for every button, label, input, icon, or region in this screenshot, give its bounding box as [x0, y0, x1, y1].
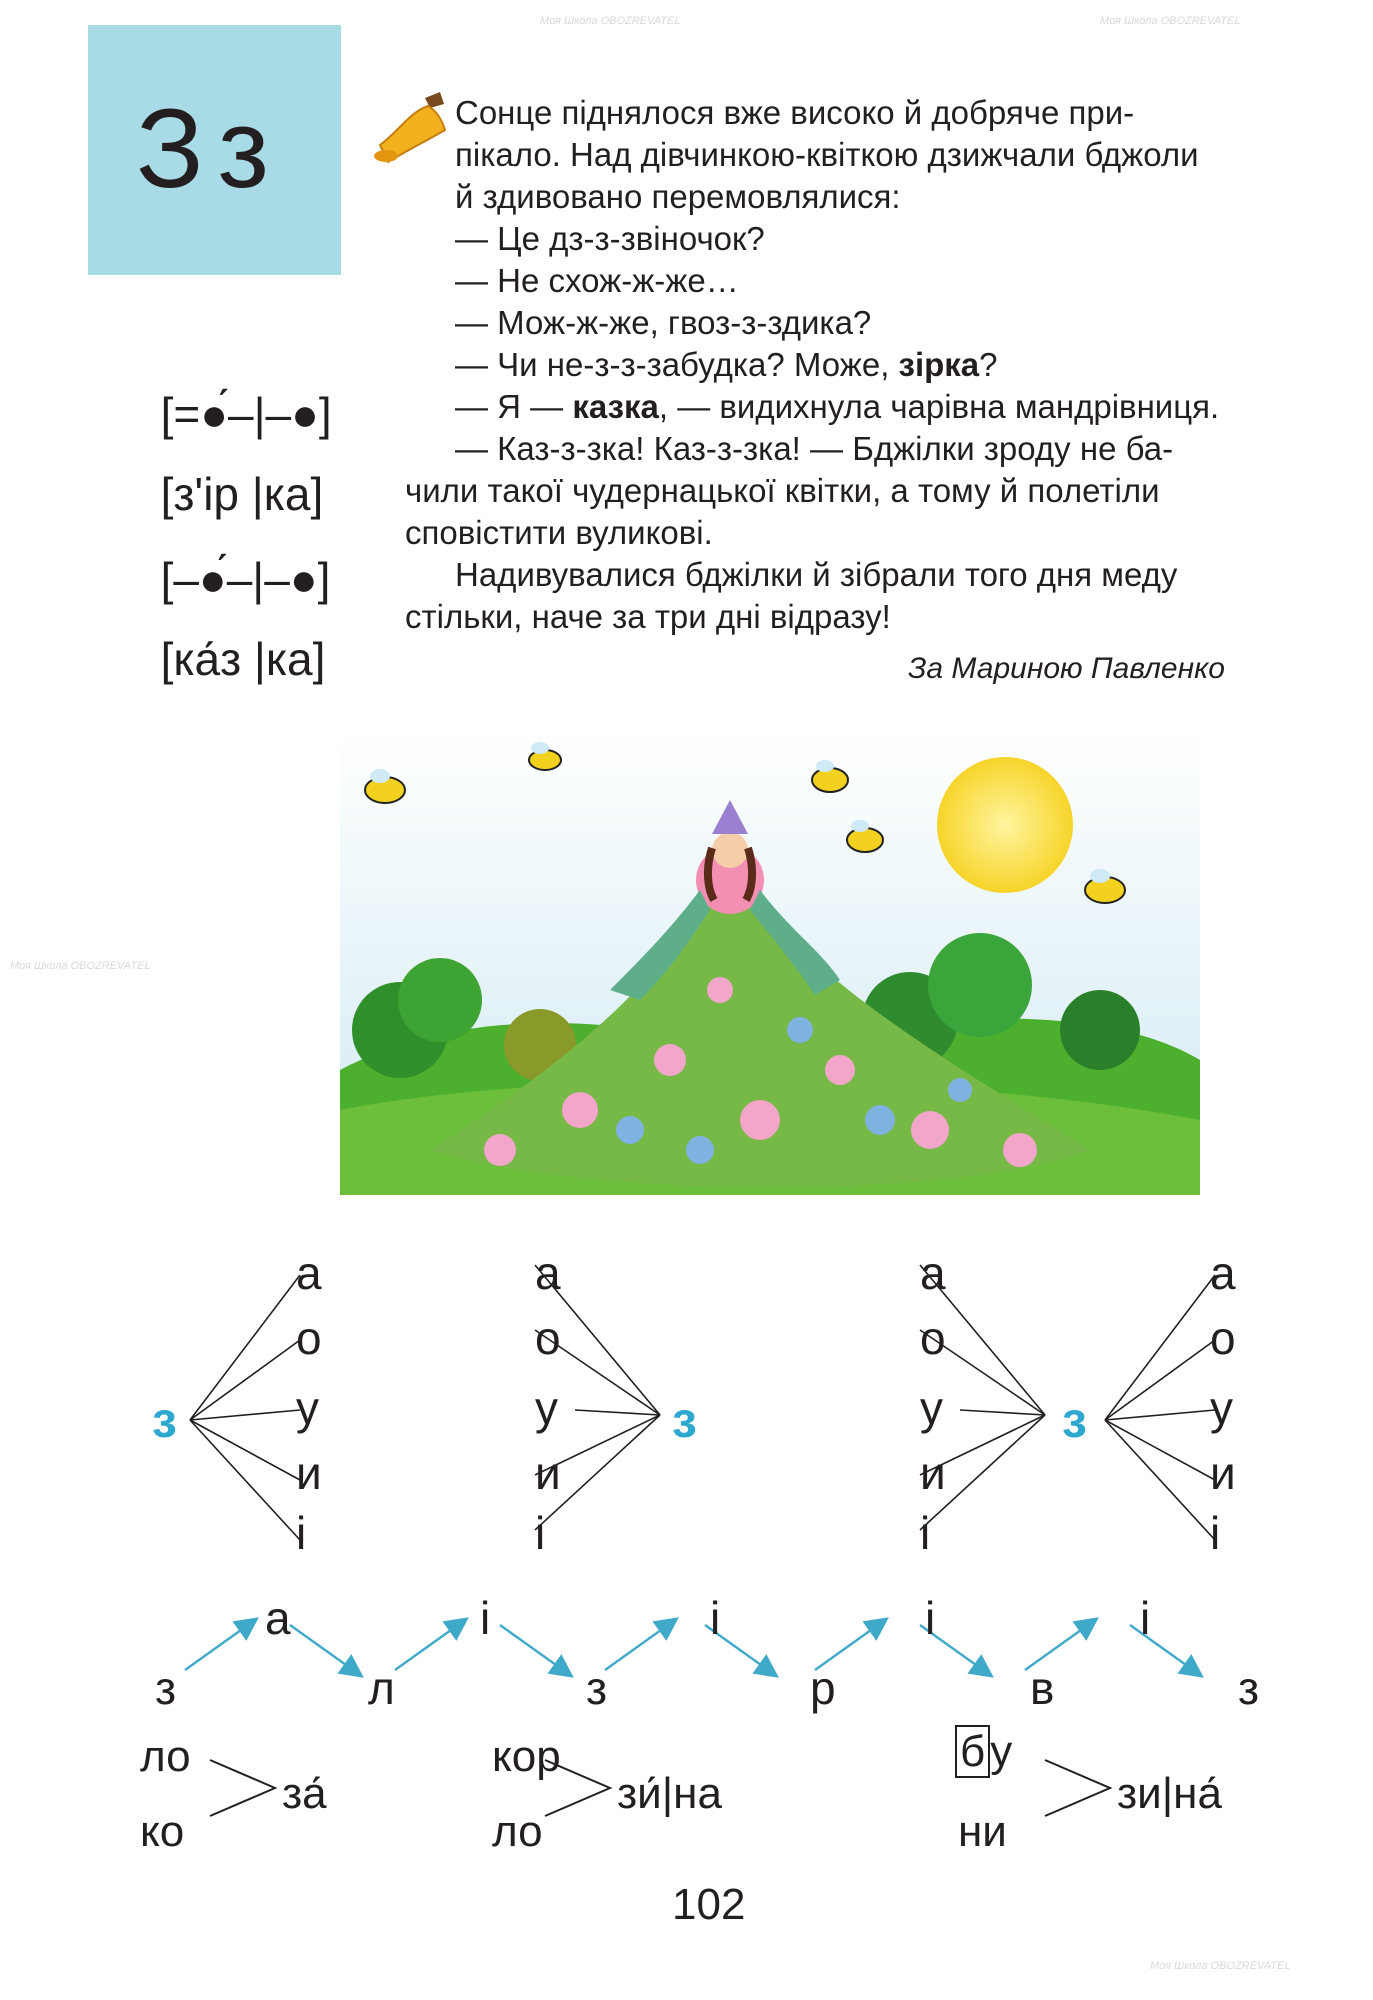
- vowel-u: у: [296, 1382, 319, 1434]
- vowel-y: и: [920, 1447, 946, 1499]
- bold-word-kazka: казка: [572, 388, 659, 425]
- consonant-z: з: [672, 1392, 697, 1448]
- chain-letter-1: з: [155, 1662, 177, 1714]
- letter-chain-arrows: [140, 1590, 1270, 1700]
- syllable-bu: [955, 1727, 1013, 1776]
- word-scheme-zirka: [з'ір |ка]: [160, 468, 324, 520]
- vowel-o: о: [920, 1312, 946, 1364]
- vowel-a: а: [920, 1247, 946, 1299]
- chain-letter-6: і: [710, 1592, 721, 1644]
- vowel-i: і: [1210, 1507, 1221, 1559]
- word-scheme-kazka: [ка́з |ка]: [160, 633, 326, 685]
- sound-scheme-2: [135, 510, 331, 605]
- page-number: 102: [672, 1880, 746, 1929]
- story-line-1: Сонце піднялося вже високо й добряче при-: [455, 94, 1135, 131]
- watermark: Моя Школа OBOZREVATEL: [540, 15, 681, 27]
- syllable-ko: ко: [140, 1807, 185, 1856]
- syllable-za: за́: [282, 1769, 327, 1818]
- consonant-z: з: [1062, 1392, 1087, 1448]
- story-author: За Мариною Павленко: [908, 652, 1225, 685]
- story-line-5: — Не схож-ж-же…: [455, 262, 739, 299]
- story-line-4: — Це дз-з-звіночок?: [455, 220, 765, 257]
- bold-word-zirka: зірка: [898, 346, 980, 383]
- syllable-2: ка: [265, 633, 313, 685]
- vowel-u: у: [535, 1382, 558, 1434]
- story-line-2: пікало. Над дівчинкою-квіткою дзижчали бджоли: [455, 136, 1199, 173]
- vowel-i: і: [296, 1507, 307, 1559]
- story-line-3: й здивовано перемовлялися:: [455, 178, 901, 215]
- chain-letter-7: р: [810, 1662, 836, 1714]
- story-line-13: стільки, наче за три дні відразу!: [405, 598, 891, 635]
- sound-scheme-1: [135, 345, 332, 440]
- consonant-z: з: [152, 1392, 177, 1448]
- chain-letter-8: і: [925, 1592, 936, 1644]
- syllable-zyna: зи́|на: [617, 1769, 722, 1818]
- story-line-10: чили такої чудернацької квітки, а тому й полетіли: [405, 472, 1160, 509]
- syllable-lo: ло: [140, 1732, 191, 1781]
- story-line-12: Надивувалися бджілки й зібрали того дня меду: [455, 556, 1178, 593]
- vowel-o: о: [296, 1312, 322, 1364]
- syllable-kor: кор: [492, 1732, 561, 1781]
- letter-lower: з: [217, 86, 284, 211]
- bell-icon: [370, 90, 450, 175]
- chain-letter-11: з: [1238, 1662, 1260, 1714]
- vowel-i: і: [920, 1507, 931, 1559]
- syllable-zyna-stressed: зи|на́: [1117, 1769, 1222, 1818]
- scheme-model-2: [–●́–|–●]: [160, 553, 331, 605]
- vowel-y: и: [1210, 1447, 1236, 1499]
- vowel-u: у: [920, 1382, 943, 1434]
- vowel-a: а: [296, 1247, 322, 1299]
- vowel-u: у: [1210, 1382, 1233, 1434]
- syllable-ny: ни: [958, 1807, 1007, 1856]
- letter-upper: З: [136, 86, 218, 211]
- watermark: Моя Школа OBOZREVATEL: [10, 960, 151, 972]
- story-line-6: — Мож-ж-же, гвоз-з-здика?: [455, 304, 872, 341]
- chain-letter-10: і: [1140, 1592, 1151, 1644]
- vowel-y: и: [535, 1447, 561, 1499]
- syllable-bu-rest: у: [990, 1727, 1013, 1776]
- vowel-a: а: [1210, 1247, 1236, 1299]
- boxed-letter-b: б: [955, 1725, 990, 1778]
- chain-letter-9: в: [1030, 1662, 1055, 1714]
- chain-letter-3: л: [368, 1662, 395, 1714]
- scheme-model-1: [=●́–|–●]: [160, 388, 332, 440]
- vowel-y: и: [296, 1447, 322, 1499]
- syllable-2: ка: [263, 468, 311, 520]
- story-line-8-rest: , — видихнула чарівна мандрівниця.: [658, 388, 1220, 425]
- story-line-8-start: — Я —: [455, 388, 573, 425]
- watermark: Моя Школа OBOZREVATEL: [1150, 1960, 1291, 1972]
- letter-heading: [136, 86, 284, 211]
- syllable-1: ка́з: [173, 633, 242, 685]
- story-line-11: сповістити вуликові.: [405, 514, 713, 551]
- fairy-meadow-illustration: [340, 730, 1200, 1195]
- watermark: Моя Школа OBOZREVATEL: [1100, 15, 1241, 27]
- vowel-o: о: [1210, 1312, 1236, 1364]
- vowel-o: о: [535, 1312, 561, 1364]
- story-line-7: [455, 344, 998, 385]
- chain-letter-5: з: [586, 1662, 608, 1714]
- story-line-7-text: — Чи не-з-з-забудка? Може,: [455, 346, 899, 383]
- question-mark: ?: [979, 346, 998, 383]
- story-line-9: — Каз-з-зка! Каз-з-зка! — Бджілки зроду не ба-: [455, 430, 1174, 467]
- chain-letter-4: і: [480, 1592, 491, 1644]
- letter-box: [88, 25, 341, 275]
- chain-letter-2: а: [265, 1592, 291, 1644]
- story-line-8: [455, 386, 1219, 427]
- vowel-a: а: [535, 1247, 561, 1299]
- syllable-1: з'ір: [173, 468, 240, 520]
- vowel-i: і: [535, 1507, 546, 1559]
- syllable-lo: ло: [492, 1807, 543, 1856]
